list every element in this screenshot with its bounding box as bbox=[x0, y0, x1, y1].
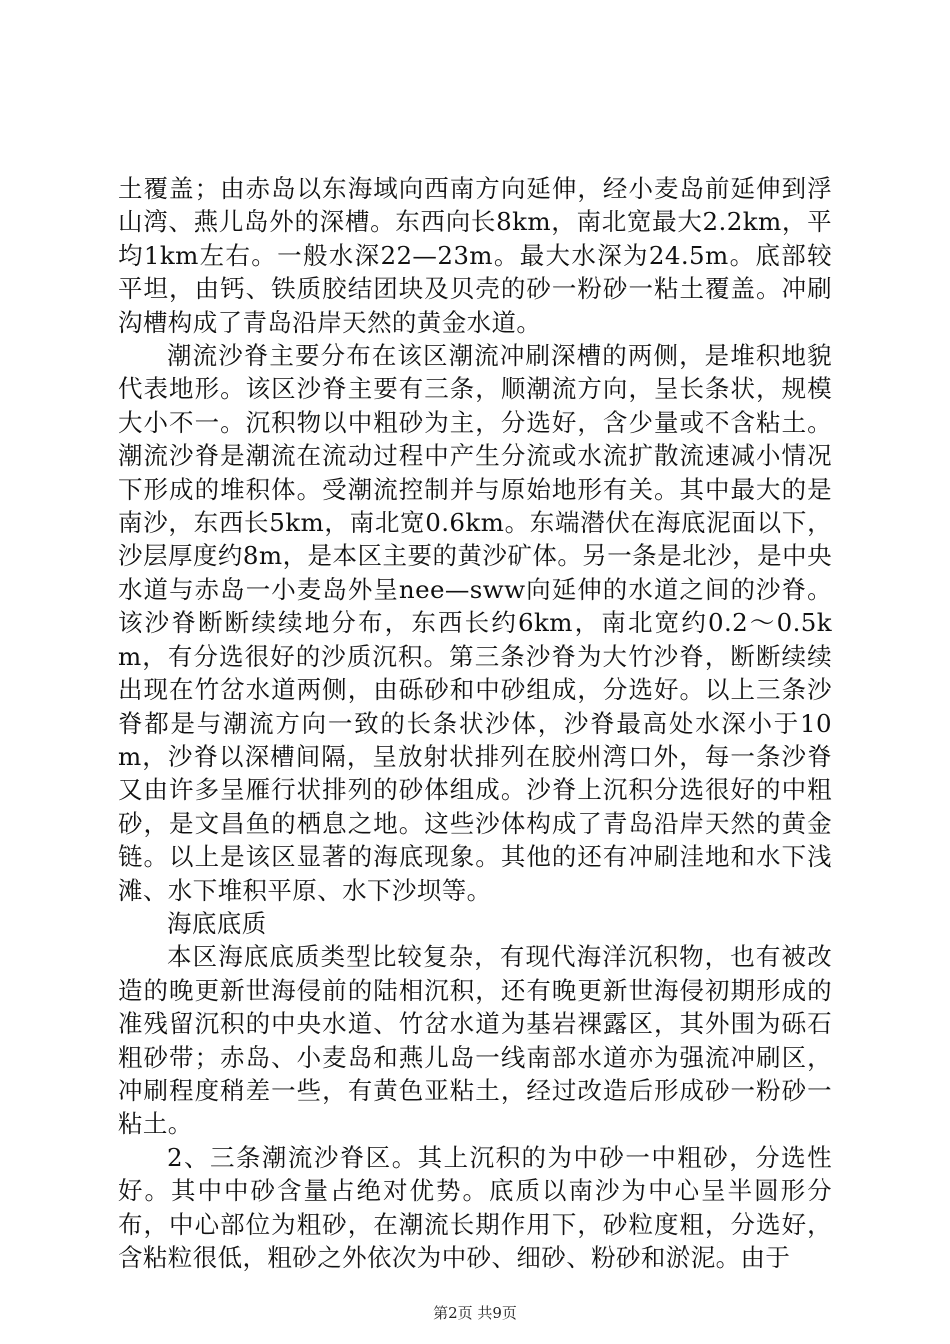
paragraph: 潮流沙脊主要分布在该区潮流冲刷深槽的两侧，是堆积地貌代表地形。该区沙脊主要有三条，顺潮流方向，呈长条状，规模大小不一。沉积物以中粗砂为主，分选好，含少量或不含粘土。潮流沙脊是潮流在流动过程中产生分流或水流扩散流速减小情况下形成的堆积体。受潮流控制并与原始地形有关。其中最大的是南沙，东西长5km，南北宽0.6km。东端潜伏在海底泥面以下，沙层厚度约8m，是本区主要的黄沙矿体。另一条是北沙，是中央水道与赤岛一小麦岛外呈nee—sww向延伸的水道之间的沙脊。该沙脊断断续续地分布，东西长约6km，南北宽约0.2～0.5km，有分选很好的沙质沉积。第三条沙脊为大竹沙脊，断断续续出现在竹岔水道两侧，由砾砂和中砂组成，分选好。以上三条沙脊都是与潮流方向一致的长条状沙体，沙脊最高处水深小于10m，沙脊以深槽间隔，呈放射状排列在胶州湾口外，每一条沙脊又由许多呈雁行状排列的砂体组成。沙脊上沉积分选很好的中粗砂，是文昌鱼的栖息之地。这些沙体构成了青岛沿岸天然的黄金链。以上是该区显著的海底现象。其他的还有冲刷洼地和水下浅滩、水下堆积平原、水下沙坝等。 bbox=[118, 341, 832, 905]
paragraph: 2、三条潮流沙脊区。其上沉积的为中砂一中粗砂，分选性好。其中中砂含量占绝对优势。底质以南沙为中心呈半圆形分布，中心部位为粗砂，在潮流长期作用下，砂粒度粗，分选好，含粘粒很低，粗砂之外依次为中砂、细砂、粉砂和淤泥。由于 bbox=[118, 1142, 832, 1272]
document-body bbox=[118, 172, 832, 1274]
section-heading: 海底底质 bbox=[167, 908, 267, 938]
paragraph: 土覆盖；由赤岛以东海域向西南方向延伸，经小麦岛前延伸到浮山湾、燕儿岛外的深槽。东西向长8km，南北宽最大2.2km，平均1km左右。一般水深22—23m。最大水深为24.5m。底部较平坦，由钙、铁质胶结团块及贝壳的砂一粉砂一粘土覆盖。冲刷沟槽构成了青岛沿岸天然的黄金水道。 bbox=[118, 174, 832, 337]
page-number: 第2页 共9页 bbox=[433, 1304, 517, 1322]
paragraph: 本区海底底质类型比较复杂，有现代海洋沉积物，也有被改造的晚更新世海侵前的陆相沉积，还有晚更新世海侵初期形成的准残留沉积的中央水道、竹岔水道为基岩裸露区，其外围为砾石粗砂带；赤岛、小麦岛和燕儿岛一线南部水道亦为强流冲刷区，冲刷程度稍差一些，有黄色亚粘土，经过改造后形成砂一粉砂一粘土。 bbox=[118, 942, 832, 1139]
